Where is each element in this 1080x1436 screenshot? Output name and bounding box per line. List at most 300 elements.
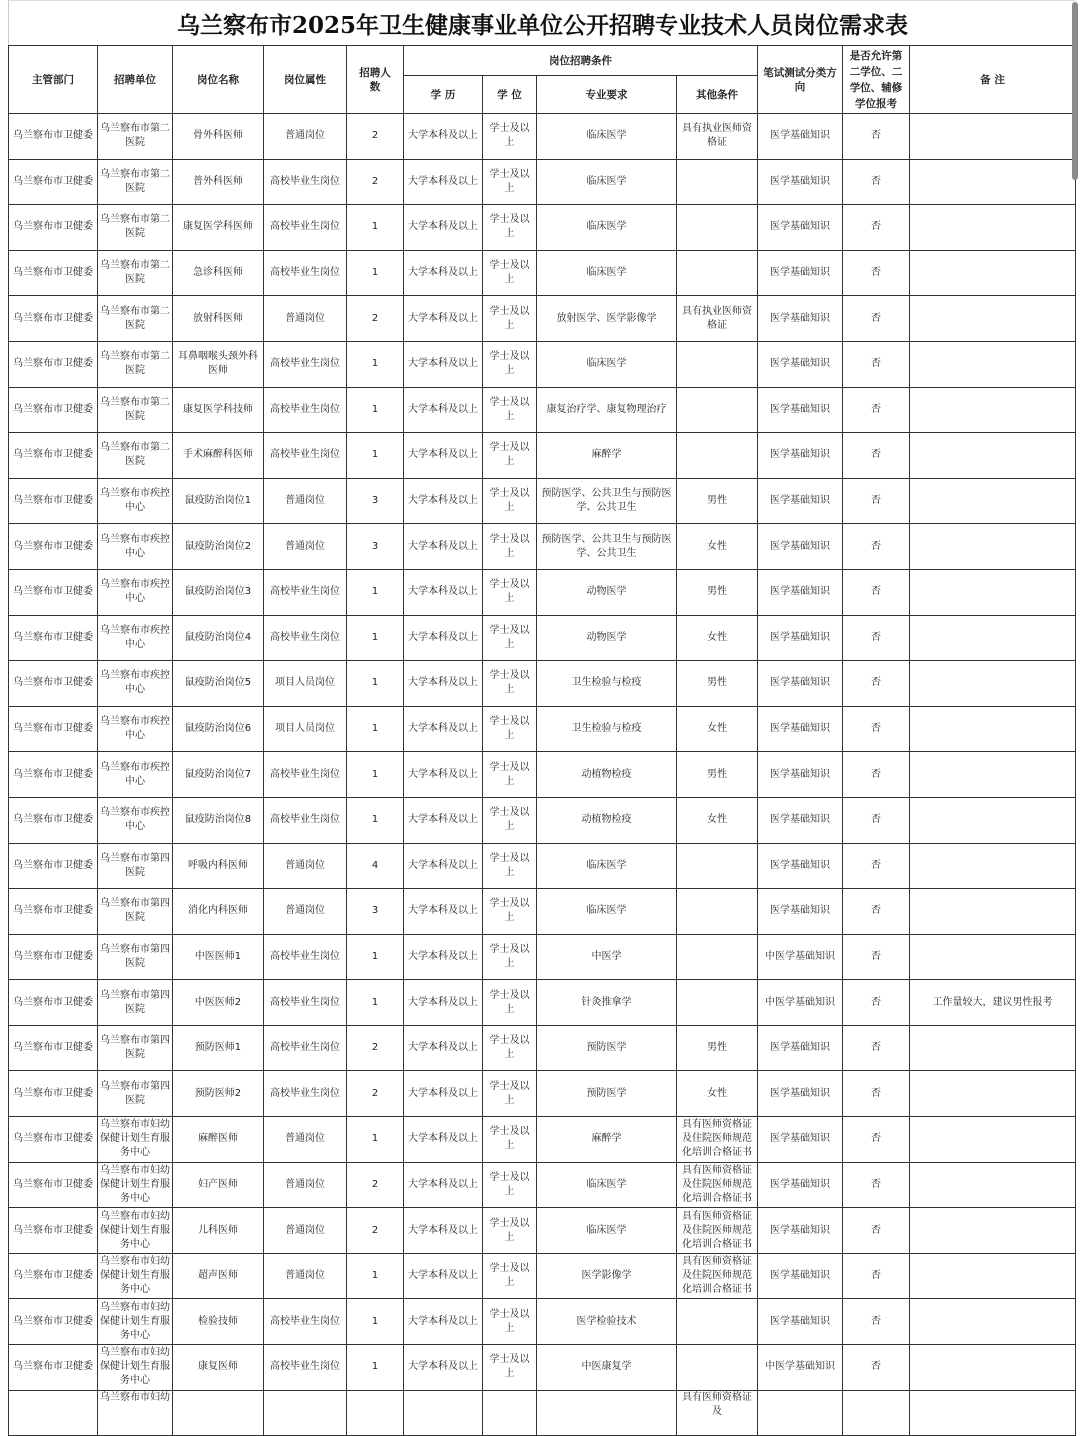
cell-count: 1 xyxy=(347,615,404,661)
table-row xyxy=(9,797,1076,843)
cell-unit: 乌兰察布市疾控中心 xyxy=(98,569,173,615)
cell-other xyxy=(677,1299,758,1345)
cell-dept xyxy=(9,1390,98,1436)
cell-count: 1 xyxy=(347,1345,404,1391)
cell-second-degree: 否 xyxy=(843,843,910,889)
cell-position: 鼠疫防治岗位4 xyxy=(173,615,264,661)
cell-dept: 乌兰察布市卫健委 xyxy=(9,250,98,296)
cell-position: 超声医师 xyxy=(173,1253,264,1299)
table-row xyxy=(9,1162,1076,1208)
cell-position: 普外科医师 xyxy=(173,159,264,205)
cell-other: 女性 xyxy=(677,706,758,752)
cell-note xyxy=(910,889,1076,935)
cell-edu: 大学本科及以上 xyxy=(404,524,483,570)
cell-note xyxy=(910,797,1076,843)
cell-test: 医学基础知识 xyxy=(758,889,843,935)
table-row xyxy=(9,1390,1076,1436)
cell-unit: 乌兰察布市第二医院 xyxy=(98,159,173,205)
cell-note xyxy=(910,752,1076,798)
cell-unit: 乌兰察布市疾控中心 xyxy=(98,797,173,843)
cell-degree: 学士及以上 xyxy=(483,797,537,843)
cell-dept: 乌兰察布市卫健委 xyxy=(9,752,98,798)
cell-major: 麻醉学 xyxy=(537,1117,677,1163)
cell-second-degree: 否 xyxy=(843,1299,910,1345)
cell-test: 医学基础知识 xyxy=(758,478,843,524)
cell-attr: 高校毕业生岗位 xyxy=(264,205,347,251)
cell-degree: 学士及以上 xyxy=(483,980,537,1026)
cell-unit: 乌兰察布市疾控中心 xyxy=(98,524,173,570)
cell-major: 动植物检疫 xyxy=(537,752,677,798)
cell-second-degree: 否 xyxy=(843,615,910,661)
table-row xyxy=(9,1071,1076,1117)
cell-count: 3 xyxy=(347,478,404,524)
cell-unit: 乌兰察布市妇幼 xyxy=(98,1390,173,1436)
cell-dept: 乌兰察布市卫健委 xyxy=(9,114,98,160)
cell-position: 妇产医师 xyxy=(173,1162,264,1208)
cell-test: 医学基础知识 xyxy=(758,1162,843,1208)
cell-edu: 大学本科及以上 xyxy=(404,296,483,342)
cell-unit: 乌兰察布市妇幼保健计划生育服务中心 xyxy=(98,1253,173,1299)
cell-position: 鼠疫防治岗位7 xyxy=(173,752,264,798)
table-row xyxy=(9,889,1076,935)
cell-second-degree: 否 xyxy=(843,114,910,160)
cell-major: 临床医学 xyxy=(537,159,677,205)
cell-edu: 大学本科及以上 xyxy=(404,797,483,843)
cell-other xyxy=(677,205,758,251)
cell-note xyxy=(910,843,1076,889)
cell-count: 1 xyxy=(347,1253,404,1299)
cell-degree: 学士及以上 xyxy=(483,1208,537,1254)
cell-position: 康复医师 xyxy=(173,1345,264,1391)
cell-dept: 乌兰察布市卫健委 xyxy=(9,980,98,1026)
cell-edu: 大学本科及以上 xyxy=(404,569,483,615)
cell-position: 鼠疫防治岗位8 xyxy=(173,797,264,843)
cell-count: 1 xyxy=(347,661,404,707)
cell-other: 具有医师资格证及住院医师规范化培训合格证书 xyxy=(677,1208,758,1254)
cell-note xyxy=(910,433,1076,479)
table-row xyxy=(9,296,1076,342)
cell-note xyxy=(910,569,1076,615)
cell-count: 1 xyxy=(347,433,404,479)
cell-unit: 乌兰察布市第二医院 xyxy=(98,114,173,160)
cell-count: 1 xyxy=(347,797,404,843)
cell-test: 医学基础知识 xyxy=(758,1208,843,1254)
cell-degree: 学士及以上 xyxy=(483,934,537,980)
cell-degree: 学士及以上 xyxy=(483,478,537,524)
cell-degree: 学士及以上 xyxy=(483,706,537,752)
cell-degree: 学士及以上 xyxy=(483,524,537,570)
cell-dept: 乌兰察布市卫健委 xyxy=(9,615,98,661)
cell-major xyxy=(537,1390,677,1436)
table-row xyxy=(9,615,1076,661)
cell-attr: 高校毕业生岗位 xyxy=(264,433,347,479)
cell-second-degree: 否 xyxy=(843,661,910,707)
cell-position: 急诊科医师 xyxy=(173,250,264,296)
cell-degree: 学士及以上 xyxy=(483,250,537,296)
cell-other: 男性 xyxy=(677,661,758,707)
cell-note xyxy=(910,205,1076,251)
header-other: 其他条件 xyxy=(677,76,758,114)
cell-test: 医学基础知识 xyxy=(758,843,843,889)
cell-unit: 乌兰察布市妇幼保健计划生育服务中心 xyxy=(98,1299,173,1345)
cell-second-degree: 否 xyxy=(843,752,910,798)
cell-other: 女性 xyxy=(677,797,758,843)
cell-second-degree: 否 xyxy=(843,433,910,479)
cell-second-degree: 否 xyxy=(843,387,910,433)
cell-second-degree: 否 xyxy=(843,1345,910,1391)
cell-count: 2 xyxy=(347,1025,404,1071)
cell-second-degree: 否 xyxy=(843,889,910,935)
cell-unit: 乌兰察布市第四医院 xyxy=(98,843,173,889)
cell-dept: 乌兰察布市卫健委 xyxy=(9,1208,98,1254)
cell-unit: 乌兰察布市第二医院 xyxy=(98,296,173,342)
cell-test: 医学基础知识 xyxy=(758,1071,843,1117)
cell-dept: 乌兰察布市卫健委 xyxy=(9,433,98,479)
cell-note xyxy=(910,1390,1076,1436)
cell-test: 中医学基础知识 xyxy=(758,1345,843,1391)
cell-attr: 高校毕业生岗位 xyxy=(264,387,347,433)
cell-degree: 学士及以上 xyxy=(483,1025,537,1071)
cell-note xyxy=(910,661,1076,707)
cell-major: 临床医学 xyxy=(537,341,677,387)
header-name: 岗位名称 xyxy=(173,46,264,114)
cell-test: 医学基础知识 xyxy=(758,387,843,433)
table-row xyxy=(9,341,1076,387)
cell-attr: 高校毕业生岗位 xyxy=(264,615,347,661)
cell-position: 康复医学科医师 xyxy=(173,205,264,251)
cell-test: 医学基础知识 xyxy=(758,1299,843,1345)
cell-edu: 大学本科及以上 xyxy=(404,478,483,524)
cell-degree: 学士及以上 xyxy=(483,1299,537,1345)
cell-note xyxy=(910,1345,1076,1391)
header-note: 备 注 xyxy=(910,46,1076,114)
cell-second-degree xyxy=(843,1390,910,1436)
cell-count xyxy=(347,1390,404,1436)
cell-unit: 乌兰察布市第四医院 xyxy=(98,980,173,1026)
cell-edu: 大学本科及以上 xyxy=(404,661,483,707)
cell-unit: 乌兰察布市疾控中心 xyxy=(98,661,173,707)
cell-position: 鼠疫防治岗位5 xyxy=(173,661,264,707)
cell-position: 中医医师2 xyxy=(173,980,264,1026)
cell-count: 2 xyxy=(347,296,404,342)
cell-edu: 大学本科及以上 xyxy=(404,1253,483,1299)
cell-note xyxy=(910,524,1076,570)
cell-major: 预防医学 xyxy=(537,1071,677,1117)
cell-unit: 乌兰察布市疾控中心 xyxy=(98,478,173,524)
cell-attr: 高校毕业生岗位 xyxy=(264,752,347,798)
table-row xyxy=(9,478,1076,524)
cell-attr: 项目人员岗位 xyxy=(264,706,347,752)
cell-major: 医学影像学 xyxy=(537,1253,677,1299)
cell-attr: 普通岗位 xyxy=(264,114,347,160)
cell-position: 检验技师 xyxy=(173,1299,264,1345)
cell-dept: 乌兰察布市卫健委 xyxy=(9,1025,98,1071)
cell-test: 医学基础知识 xyxy=(758,250,843,296)
cell-other xyxy=(677,159,758,205)
cell-edu: 大学本科及以上 xyxy=(404,1208,483,1254)
cell-count: 3 xyxy=(347,889,404,935)
cell-count: 1 xyxy=(347,1299,404,1345)
cell-edu: 大学本科及以上 xyxy=(404,341,483,387)
cell-other: 具有医师资格证及住院医师规范化培训合格证书 xyxy=(677,1253,758,1299)
cell-unit: 乌兰察布市疾控中心 xyxy=(98,706,173,752)
cell-position: 鼠疫防治岗位3 xyxy=(173,569,264,615)
cell-test: 医学基础知识 xyxy=(758,341,843,387)
cell-count: 1 xyxy=(347,934,404,980)
cell-test: 医学基础知识 xyxy=(758,114,843,160)
table-row xyxy=(9,980,1076,1026)
scrollbar[interactable] xyxy=(1072,0,1078,1404)
cell-degree: 学士及以上 xyxy=(483,205,537,251)
cell-unit: 乌兰察布市妇幼保健计划生育服务中心 xyxy=(98,1208,173,1254)
cell-count: 2 xyxy=(347,1208,404,1254)
cell-edu: 大学本科及以上 xyxy=(404,980,483,1026)
cell-second-degree: 否 xyxy=(843,1025,910,1071)
cell-attr: 高校毕业生岗位 xyxy=(264,159,347,205)
cell-major: 预防医学、公共卫生与预防医学、公共卫生 xyxy=(537,478,677,524)
cell-test: 医学基础知识 xyxy=(758,615,843,661)
cell-count: 1 xyxy=(347,205,404,251)
cell-dept: 乌兰察布市卫健委 xyxy=(9,706,98,752)
table-row xyxy=(9,661,1076,707)
cell-note xyxy=(910,934,1076,980)
cell-count: 1 xyxy=(347,1117,404,1163)
cell-major: 预防医学 xyxy=(537,1025,677,1071)
cell-unit: 乌兰察布市第二医院 xyxy=(98,205,173,251)
cell-second-degree: 否 xyxy=(843,524,910,570)
table-row xyxy=(9,752,1076,798)
cell-count: 2 xyxy=(347,1162,404,1208)
page-title: 乌兰察布市2025年卫生健康事业单位公开招聘专业技术人员岗位需求表 xyxy=(8,0,1076,46)
cell-note: 工作量较大，建议男性报考 xyxy=(910,980,1076,1026)
cell-dept: 乌兰察布市卫健委 xyxy=(9,387,98,433)
cell-edu: 大学本科及以上 xyxy=(404,433,483,479)
cell-major: 中医康复学 xyxy=(537,1345,677,1391)
header-count: 招聘人数 xyxy=(347,46,404,114)
cell-second-degree: 否 xyxy=(843,296,910,342)
cell-position: 呼吸内科医师 xyxy=(173,843,264,889)
cell-dept: 乌兰察布市卫健委 xyxy=(9,934,98,980)
table-row xyxy=(9,706,1076,752)
table-row xyxy=(9,114,1076,160)
cell-degree: 学士及以上 xyxy=(483,159,537,205)
scrollbar-thumb[interactable] xyxy=(1072,2,1078,180)
cell-test: 医学基础知识 xyxy=(758,1253,843,1299)
cell-unit: 乌兰察布市疾控中心 xyxy=(98,615,173,661)
cell-degree: 学士及以上 xyxy=(483,433,537,479)
cell-edu: 大学本科及以上 xyxy=(404,1025,483,1071)
cell-other xyxy=(677,433,758,479)
header-attr: 岗位属性 xyxy=(264,46,347,114)
header-test: 笔试测试分类方向 xyxy=(758,46,843,114)
cell-major: 临床医学 xyxy=(537,889,677,935)
cell-note xyxy=(910,615,1076,661)
header-conditions: 岗位招聘条件 xyxy=(404,46,758,76)
cell-note xyxy=(910,159,1076,205)
cell-attr: 普通岗位 xyxy=(264,1208,347,1254)
cell-note xyxy=(910,706,1076,752)
cell-unit: 乌兰察布市第二医院 xyxy=(98,433,173,479)
cell-degree xyxy=(483,1390,537,1436)
cell-major: 动物医学 xyxy=(537,569,677,615)
cell-count: 2 xyxy=(347,159,404,205)
cell-dept: 乌兰察布市卫健委 xyxy=(9,797,98,843)
cell-attr: 普通岗位 xyxy=(264,478,347,524)
table-row xyxy=(9,524,1076,570)
cell-position: 消化内科医师 xyxy=(173,889,264,935)
table-row xyxy=(9,569,1076,615)
cell-attr: 高校毕业生岗位 xyxy=(264,797,347,843)
cell-count: 4 xyxy=(347,843,404,889)
cell-major: 临床医学 xyxy=(537,114,677,160)
cell-second-degree: 否 xyxy=(843,159,910,205)
cell-test: 医学基础知识 xyxy=(758,1025,843,1071)
cell-note xyxy=(910,1162,1076,1208)
cell-second-degree: 否 xyxy=(843,934,910,980)
cell-edu: 大学本科及以上 xyxy=(404,752,483,798)
cell-unit: 乌兰察布市第二医院 xyxy=(98,341,173,387)
cell-note xyxy=(910,296,1076,342)
cell-other: 男性 xyxy=(677,1025,758,1071)
cell-test: 医学基础知识 xyxy=(758,706,843,752)
cell-test: 中医学基础知识 xyxy=(758,934,843,980)
cell-test: 医学基础知识 xyxy=(758,797,843,843)
cell-unit: 乌兰察布市第四医院 xyxy=(98,934,173,980)
cell-degree: 学士及以上 xyxy=(483,843,537,889)
cell-note xyxy=(910,250,1076,296)
cell-degree: 学士及以上 xyxy=(483,661,537,707)
cell-degree: 学士及以上 xyxy=(483,296,537,342)
table-row xyxy=(9,1299,1076,1345)
cell-edu: 大学本科及以上 xyxy=(404,1071,483,1117)
header-second-degree: 是否允许第二学位、二学位、辅修学位报考 xyxy=(843,46,910,114)
cell-position: 儿科医师 xyxy=(173,1208,264,1254)
cell-other xyxy=(677,889,758,935)
cell-degree: 学士及以上 xyxy=(483,615,537,661)
table-row xyxy=(9,843,1076,889)
cell-note xyxy=(910,341,1076,387)
cell-test: 医学基础知识 xyxy=(758,752,843,798)
cell-position: 鼠疫防治岗位1 xyxy=(173,478,264,524)
cell-count: 1 xyxy=(347,752,404,798)
cell-edu: 大学本科及以上 xyxy=(404,706,483,752)
cell-edu: 大学本科及以上 xyxy=(404,1345,483,1391)
cell-test xyxy=(758,1390,843,1436)
table-row xyxy=(9,1117,1076,1163)
cell-attr: 高校毕业生岗位 xyxy=(264,569,347,615)
cell-unit: 乌兰察布市妇幼保健计划生育服务中心 xyxy=(98,1117,173,1163)
cell-major: 麻醉学 xyxy=(537,433,677,479)
cell-edu: 大学本科及以上 xyxy=(404,889,483,935)
table-row xyxy=(9,250,1076,296)
cell-test: 中医学基础知识 xyxy=(758,980,843,1026)
cell-position: 耳鼻咽喉头颈外科医师 xyxy=(173,341,264,387)
cell-degree: 学士及以上 xyxy=(483,341,537,387)
cell-unit: 乌兰察布市妇幼保健计划生育服务中心 xyxy=(98,1345,173,1391)
cell-other: 具有执业医师资格证 xyxy=(677,114,758,160)
table-row xyxy=(9,934,1076,980)
cell-second-degree: 否 xyxy=(843,797,910,843)
cell-count: 1 xyxy=(347,341,404,387)
cell-note xyxy=(910,1299,1076,1345)
cell-other xyxy=(677,1345,758,1391)
cell-second-degree: 否 xyxy=(843,1253,910,1299)
cell-second-degree: 否 xyxy=(843,205,910,251)
cell-dept: 乌兰察布市卫健委 xyxy=(9,569,98,615)
cell-degree: 学士及以上 xyxy=(483,1345,537,1391)
cell-note xyxy=(910,114,1076,160)
cell-major: 康复治疗学、康复物理治疗 xyxy=(537,387,677,433)
cell-count: 2 xyxy=(347,114,404,160)
cell-other xyxy=(677,250,758,296)
cell-major: 临床医学 xyxy=(537,1208,677,1254)
table-row xyxy=(9,1208,1076,1254)
cell-degree: 学士及以上 xyxy=(483,1162,537,1208)
cell-unit: 乌兰察布市第四医院 xyxy=(98,889,173,935)
cell-other: 女性 xyxy=(677,1071,758,1117)
cell-second-degree: 否 xyxy=(843,250,910,296)
cell-count: 1 xyxy=(347,250,404,296)
table-row xyxy=(9,387,1076,433)
cell-test: 医学基础知识 xyxy=(758,524,843,570)
cell-attr xyxy=(264,1390,347,1436)
cell-test: 医学基础知识 xyxy=(758,159,843,205)
cell-attr: 高校毕业生岗位 xyxy=(264,1071,347,1117)
cell-degree: 学士及以上 xyxy=(483,569,537,615)
cell-second-degree: 否 xyxy=(843,706,910,752)
cell-test: 医学基础知识 xyxy=(758,1117,843,1163)
cell-degree: 学士及以上 xyxy=(483,1253,537,1299)
cell-attr: 普通岗位 xyxy=(264,1162,347,1208)
cell-second-degree: 否 xyxy=(843,478,910,524)
cell-dept: 乌兰察布市卫健委 xyxy=(9,1162,98,1208)
cell-note xyxy=(910,1071,1076,1117)
cell-position: 麻醉医师 xyxy=(173,1117,264,1163)
cell-position: 预防医师2 xyxy=(173,1071,264,1117)
cell-dept: 乌兰察布市卫健委 xyxy=(9,661,98,707)
cell-other: 女性 xyxy=(677,524,758,570)
cell-degree: 学士及以上 xyxy=(483,114,537,160)
cell-dept: 乌兰察布市卫健委 xyxy=(9,159,98,205)
cell-other: 男性 xyxy=(677,752,758,798)
cell-count: 1 xyxy=(347,706,404,752)
cell-second-degree: 否 xyxy=(843,341,910,387)
cell-dept: 乌兰察布市卫健委 xyxy=(9,341,98,387)
cell-major: 临床医学 xyxy=(537,250,677,296)
cell-position: 鼠疫防治岗位2 xyxy=(173,524,264,570)
header-dept: 主管部门 xyxy=(9,46,98,114)
cell-degree: 学士及以上 xyxy=(483,1117,537,1163)
cell-major: 针灸推拿学 xyxy=(537,980,677,1026)
cell-attr: 高校毕业生岗位 xyxy=(264,341,347,387)
cell-position: 鼠疫防治岗位6 xyxy=(173,706,264,752)
cell-dept: 乌兰察布市卫健委 xyxy=(9,1253,98,1299)
cell-test: 医学基础知识 xyxy=(758,661,843,707)
cell-edu: 大学本科及以上 xyxy=(404,1162,483,1208)
cell-second-degree: 否 xyxy=(843,1071,910,1117)
cell-edu: 大学本科及以上 xyxy=(404,159,483,205)
cell-edu: 大学本科及以上 xyxy=(404,205,483,251)
header-degree: 学 位 xyxy=(483,76,537,114)
cell-degree: 学士及以上 xyxy=(483,387,537,433)
cell-attr: 高校毕业生岗位 xyxy=(264,250,347,296)
cell-dept: 乌兰察布市卫健委 xyxy=(9,1299,98,1345)
cell-other: 具有执业医师资格证 xyxy=(677,296,758,342)
cell-major: 医学检验技术 xyxy=(537,1299,677,1345)
cell-test: 医学基础知识 xyxy=(758,433,843,479)
cell-position: 预防医师1 xyxy=(173,1025,264,1071)
cell-edu: 大学本科及以上 xyxy=(404,1299,483,1345)
